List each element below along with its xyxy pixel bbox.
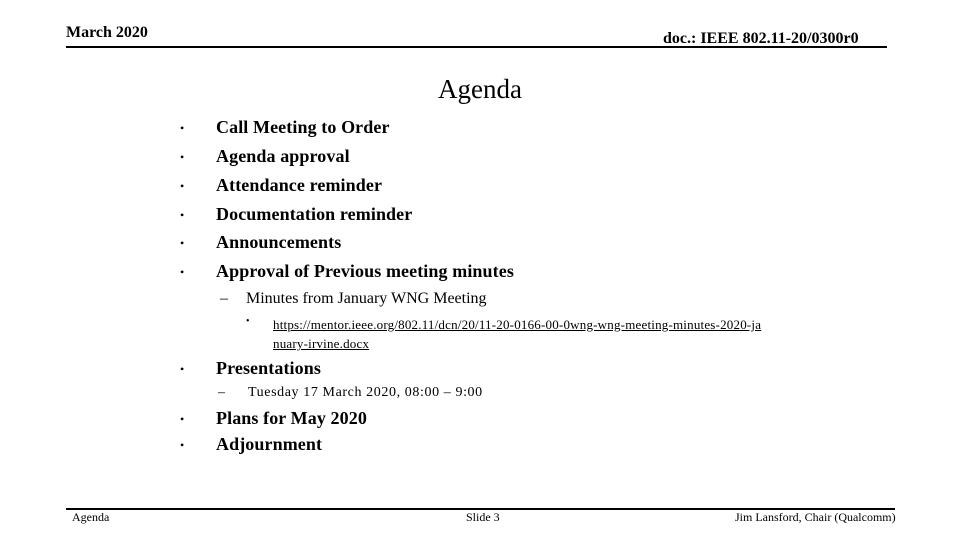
header-date: March 2020 — [66, 24, 148, 41]
agenda-item-label: Attendance reminder — [216, 175, 383, 195]
agenda-item-label: Agenda approval — [216, 146, 350, 166]
agenda-item-label: Approval of Previous meeting minutes — [216, 261, 514, 281]
footer-author: Jim Lansford, Chair (Qualcomm) — [735, 510, 896, 524]
bullet-icon: • — [180, 208, 185, 222]
bullet-icon: • — [180, 412, 185, 426]
bullet-icon: • — [180, 179, 185, 193]
agenda-item-label: Plans for May 2020 — [216, 408, 367, 428]
bullet-icon: • — [180, 121, 185, 135]
minutes-link[interactable]: https://mentor.ieee.org/802.11/dcn/20/11-20-0166-00-0wng-wng-meeting-minutes-2020-january-irvine.docx — [273, 317, 762, 351]
agenda-item-label: Adjournment — [216, 434, 323, 454]
bullet-icon: • — [180, 362, 185, 376]
slide-title: Agenda — [438, 74, 522, 104]
agenda-item-label: Announcements — [216, 232, 342, 252]
bullet-icon: • — [246, 316, 250, 327]
bullet-icon: • — [180, 236, 185, 250]
dash-icon: – — [220, 290, 228, 307]
minutes-sub-label: Minutes from January WNG Meeting — [246, 290, 487, 307]
header-doc-id: doc.: IEEE 802.11-20/0300r0 — [663, 30, 859, 47]
bullet-icon: • — [180, 265, 185, 279]
dash-icon: – — [218, 385, 225, 400]
agenda-item-label: Presentations — [216, 358, 321, 378]
bullet-icon: • — [180, 150, 185, 164]
presentations-sub-label: Tuesday 17 March 2020, 08:00 – 9:00 — [248, 385, 483, 400]
header-rule — [66, 46, 887, 48]
footer-left: Agenda — [72, 510, 110, 524]
agenda-item-label: Call Meeting to Order — [216, 117, 390, 137]
slide-number: Slide 3 — [466, 510, 500, 524]
agenda-item-label: Documentation reminder — [216, 204, 413, 224]
bullet-icon: • — [180, 438, 185, 452]
